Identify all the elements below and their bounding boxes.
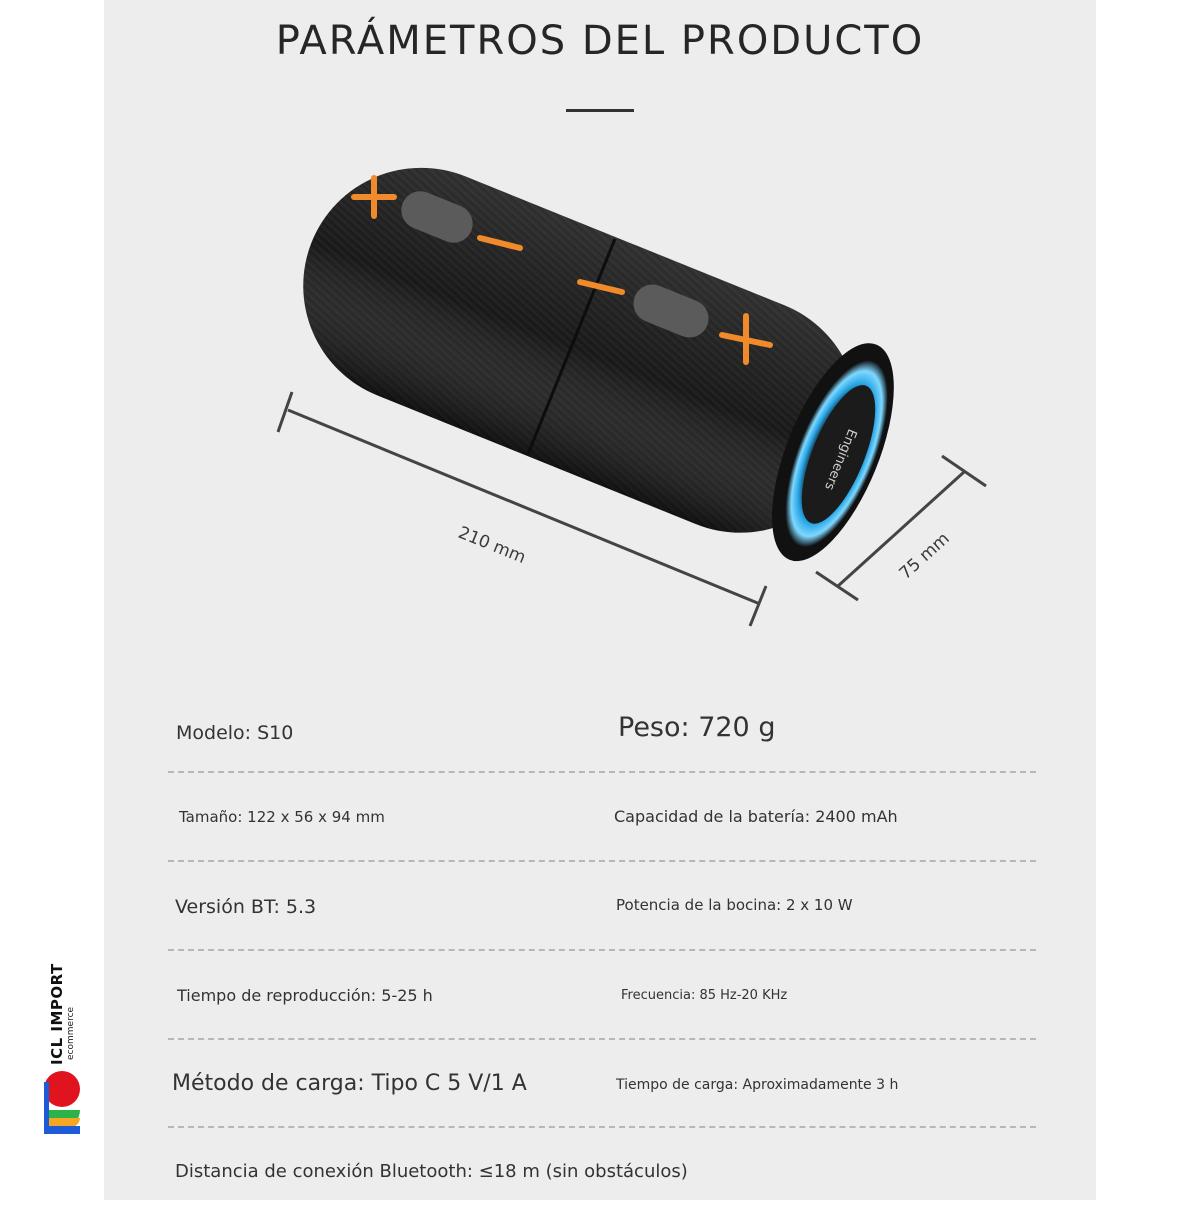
diameter-label: 75 mm <box>895 528 954 584</box>
spec-row-2 <box>168 800 1036 860</box>
spec-peso: Peso: 720 g <box>618 712 776 743</box>
spec-frecuencia: Frecuencia: 85 Hz-20 KHz <box>621 988 788 1003</box>
spec-distancia: Distancia de conexión Bluetooth: ≤18 m (sin obstáculos) <box>175 1161 688 1182</box>
divider <box>168 1038 1036 1040</box>
spec-row-6 <box>168 1152 1036 1212</box>
divider <box>168 949 1036 951</box>
logo-name: ICL IMPORT <box>48 963 66 1065</box>
length-label: 210 mm <box>455 522 529 568</box>
spec-row-1 <box>168 708 1036 768</box>
divider <box>168 1126 1036 1128</box>
divider <box>168 771 1036 773</box>
spec-tiempo-reproduccion: Tiempo de reproducción: 5-25 h <box>177 986 433 1005</box>
spec-version-bt: Versión BT: 5.3 <box>175 896 317 918</box>
logo-sub: ecommerce <box>66 1006 76 1060</box>
spec-row-5 <box>168 1064 1036 1124</box>
spec-tamano: Tamaño: 122 x 56 x 94 mm <box>179 808 385 826</box>
spec-modelo: Modelo: S10 <box>176 722 294 744</box>
divider <box>168 860 1036 862</box>
spec-row-4 <box>168 978 1036 1038</box>
svg-text:Engineers: Engineers <box>821 426 860 493</box>
spec-row-3 <box>168 888 1036 948</box>
spec-potencia: Potencia de la bocina: 2 x 10 W <box>616 896 853 914</box>
page-title: PARÁMETROS DEL PRODUCTO <box>275 18 925 64</box>
spec-metodo-carga: Método de carga: Tipo C 5 V/1 A <box>172 1071 527 1096</box>
logo-text <box>48 965 78 1065</box>
spec-bateria: Capacidad de la batería: 2400 mAh <box>614 807 898 826</box>
spec-tiempo-carga: Tiempo de carga: Aproximadamente 3 h <box>616 1077 899 1093</box>
